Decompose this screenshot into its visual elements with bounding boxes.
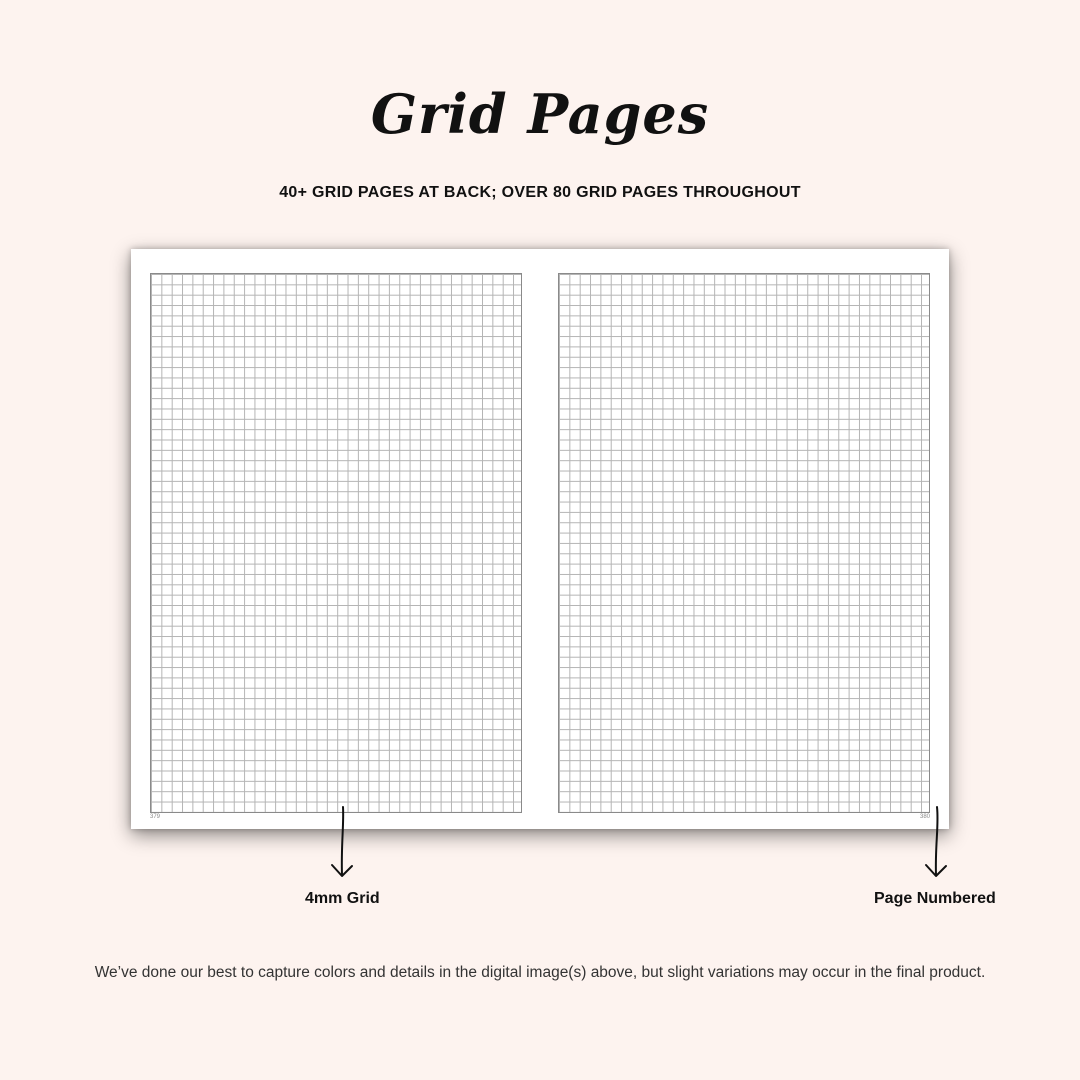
page-numbered-callout-label: Page Numbered: [874, 890, 996, 907]
right-page: [540, 249, 949, 829]
page-title: Grid Pages: [370, 82, 710, 146]
right-grid: [558, 273, 930, 813]
page-subtitle: 40+ GRID PAGES AT BACK; OVER 80 GRID PAGES THROUGHOUT: [279, 184, 801, 201]
page-number-arrow-icon: [919, 805, 952, 880]
left-page: [131, 249, 540, 829]
grid-callout-label: 4mm Grid: [305, 890, 380, 907]
grid-arrow-icon: [328, 805, 358, 880]
left-page-number: 379: [150, 814, 161, 820]
right-page-number: 380: [919, 814, 930, 820]
left-grid: [150, 273, 522, 813]
notebook-spread: [131, 249, 949, 829]
disclaimer-text: We’ve done our best to capture colors and details in the digital image(s) above, but slight variations may occur in the final product.: [94, 964, 986, 981]
